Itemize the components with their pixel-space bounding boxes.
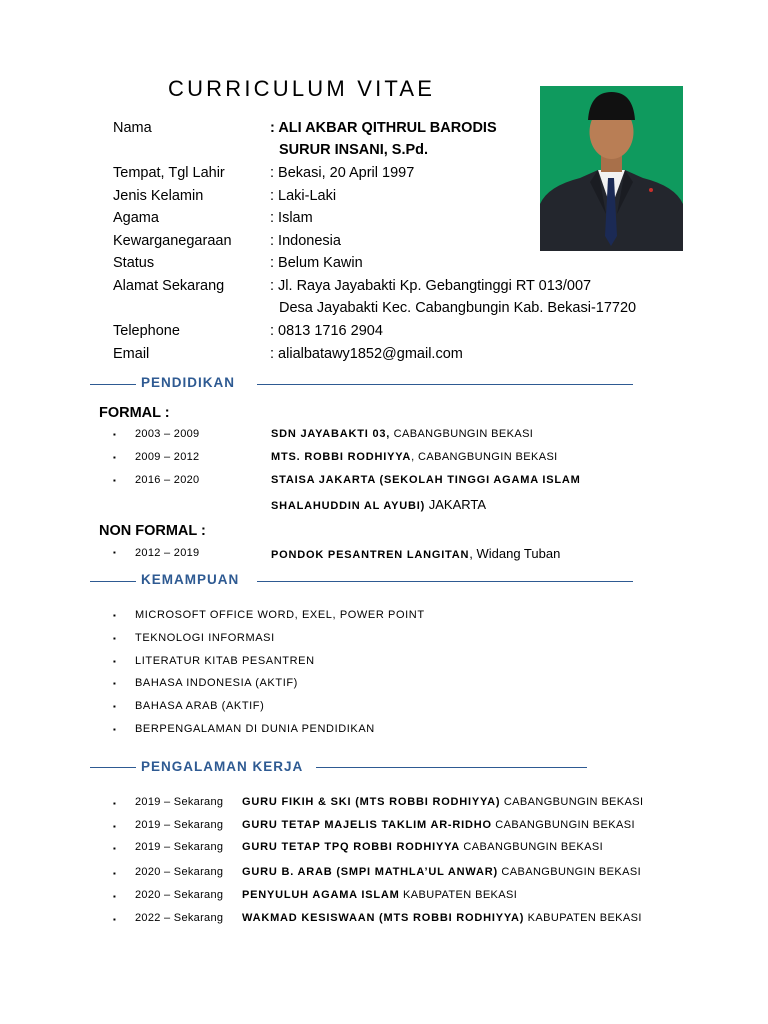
bullet-icon: ▪ [113, 822, 116, 831]
formal-label: FORMAL : [99, 405, 170, 421]
skill-item: BAHASA INDONESIA (AKTIF) [135, 677, 298, 689]
name-value: : ALI AKBAR QITHRUL BARODIS [270, 120, 497, 136]
section-rule-right [257, 384, 633, 385]
citizenship-label: Kewarganegaraan [113, 233, 232, 249]
bullet-icon: ▪ [113, 453, 116, 462]
bullet-icon: ▪ [113, 892, 116, 901]
education-institution [271, 428, 533, 440]
bullet-icon: ▪ [113, 476, 116, 485]
bullet-icon: ▪ [113, 844, 116, 853]
institution-name: SHALAHUDDIN AL AYUBI) [271, 500, 426, 512]
section-rule-right [257, 581, 633, 582]
job-title: GURU TETAP MAJELIS TAKLIM AR-RIDHO [242, 819, 492, 831]
job-title: PENYULUH AGAMA ISLAM [242, 889, 400, 901]
education-years: 2012 – 2019 [135, 547, 200, 559]
phone-label: Telephone [113, 323, 180, 339]
email-label: Email [113, 346, 150, 362]
bullet-icon: ▪ [113, 634, 116, 643]
education-institution [271, 451, 558, 463]
job-description [242, 912, 642, 924]
job-description [242, 796, 643, 808]
job-location: KABUPATEN BEKASI [524, 912, 642, 924]
institution-location: , Widang Tuban [469, 546, 561, 561]
job-title: WAKMAD KESISWAAN (MTS ROBBI RODHIYYA) [242, 912, 525, 924]
skill-item: BERPENGALAMAN DI DUNIA PENDIDIKAN [135, 723, 375, 735]
name-value-continued: SURUR INSANI, S.Pd. [279, 142, 429, 158]
job-years: 2019 – Sekarang [135, 796, 224, 808]
bullet-icon: ▪ [113, 679, 116, 688]
education-years: 2003 – 2009 [135, 428, 200, 440]
bullet-icon: ▪ [113, 799, 116, 808]
religion-label: Agama [113, 210, 159, 226]
bullet-icon: ▪ [113, 915, 116, 924]
education-institution [271, 474, 581, 486]
birth-label: Tempat, Tgl Lahir [113, 165, 225, 181]
job-location: CABANGBUNGIN BEKASI [500, 796, 644, 808]
job-years: 2019 – Sekarang [135, 841, 224, 853]
gender-value: : Laki-Laki [270, 188, 337, 204]
job-years: 2019 – Sekarang [135, 819, 224, 831]
institution-name: MTS. ROBBI RODHIYYA [271, 451, 412, 463]
job-years: 2020 – Sekarang [135, 866, 224, 878]
birth-value: : Bekasi, 20 April 1997 [270, 165, 415, 181]
skill-item: MICROSOFT OFFICE WORD, EXEL, POWER POINT [135, 609, 425, 621]
institution-location: CABANGBUNGIN BEKASI [390, 428, 534, 440]
bullet-icon: ▪ [113, 702, 116, 711]
institution-location: JAKARTA [425, 497, 487, 512]
job-years: 2022 – Sekarang [135, 912, 224, 924]
institution-name: PONDOK PESANTREN LANGITAN [271, 549, 470, 561]
education-institution [271, 546, 560, 561]
skill-item: LITERATUR KITAB PESANTREN [135, 655, 315, 667]
nonformal-label: NON FORMAL : [99, 523, 206, 539]
job-description [242, 819, 635, 831]
bullet-icon: ▪ [113, 611, 116, 620]
skills-heading: KEMAMPUAN [141, 572, 240, 587]
job-years: 2020 – Sekarang [135, 889, 224, 901]
job-title: GURU TETAP TPQ ROBBI RODHIYYA [242, 841, 460, 853]
status-value: : Belum Kawin [270, 255, 363, 271]
education-years: 2016 – 2020 [135, 474, 200, 486]
experience-heading: PENGALAMAN KERJA [141, 759, 304, 774]
education-heading: PENDIDIKAN [141, 375, 236, 390]
institution-location: , CABANGBUNGIN BEKASI [411, 451, 558, 463]
section-rule-left [90, 581, 136, 582]
institution-name: STAISA JAKARTA (SEKOLAH TINGGI AGAMA ISLAM [271, 474, 581, 486]
address-label: Alamat Sekarang [113, 278, 225, 294]
job-description [242, 866, 641, 878]
skill-item: BAHASA ARAB (AKTIF) [135, 700, 265, 712]
bullet-icon: ▪ [113, 657, 116, 666]
email-value: : alialbatawy1852@gmail.com [270, 346, 463, 362]
bullet-icon: ▪ [113, 548, 116, 557]
bullet-icon: ▪ [113, 725, 116, 734]
bullet-icon: ▪ [113, 869, 116, 878]
institution-name: SDN JAYABAKTI 03, [271, 428, 391, 440]
profile-photo [540, 86, 683, 251]
bullet-icon: ▪ [113, 430, 116, 439]
address-value: : Jl. Raya Jayabakti Kp. Gebangtinggi RT 013/007 [270, 278, 592, 294]
job-location: CABANGBUNGIN BEKASI [459, 841, 604, 853]
job-title: GURU FIKIH & SKI (MTS ROBBI RODHIYYA) [242, 796, 501, 808]
gender-label: Jenis Kelamin [113, 188, 204, 204]
religion-value: : Islam [270, 210, 313, 226]
section-rule-left [90, 767, 136, 768]
skill-item: TEKNOLOGI INFORMASI [135, 632, 275, 644]
job-location: CABANGBUNGIN BEKASI [497, 866, 642, 878]
education-years: 2009 – 2012 [135, 451, 200, 463]
job-description [242, 841, 603, 853]
section-rule-right [316, 767, 587, 768]
job-description [242, 889, 517, 901]
status-label: Status [113, 255, 155, 271]
citizenship-value: : Indonesia [270, 233, 341, 249]
job-location: CABANGBUNGIN BEKASI [491, 819, 635, 831]
document-title: CURRICULUM VITAE [168, 76, 436, 101]
address-value-continued: Desa Jayabakti Kec. Cabangbungin Kab. Bekasi-17720 [279, 300, 637, 316]
name-label: Nama [113, 120, 152, 136]
job-title: GURU B. ARAB (SMPI MATHLA’UL ANWAR) [242, 866, 498, 878]
education-institution-continued [271, 497, 486, 512]
phone-value: : 0813 1716 2904 [270, 323, 383, 339]
section-rule-left [90, 384, 136, 385]
job-location: KABUPATEN BEKASI [399, 889, 518, 901]
